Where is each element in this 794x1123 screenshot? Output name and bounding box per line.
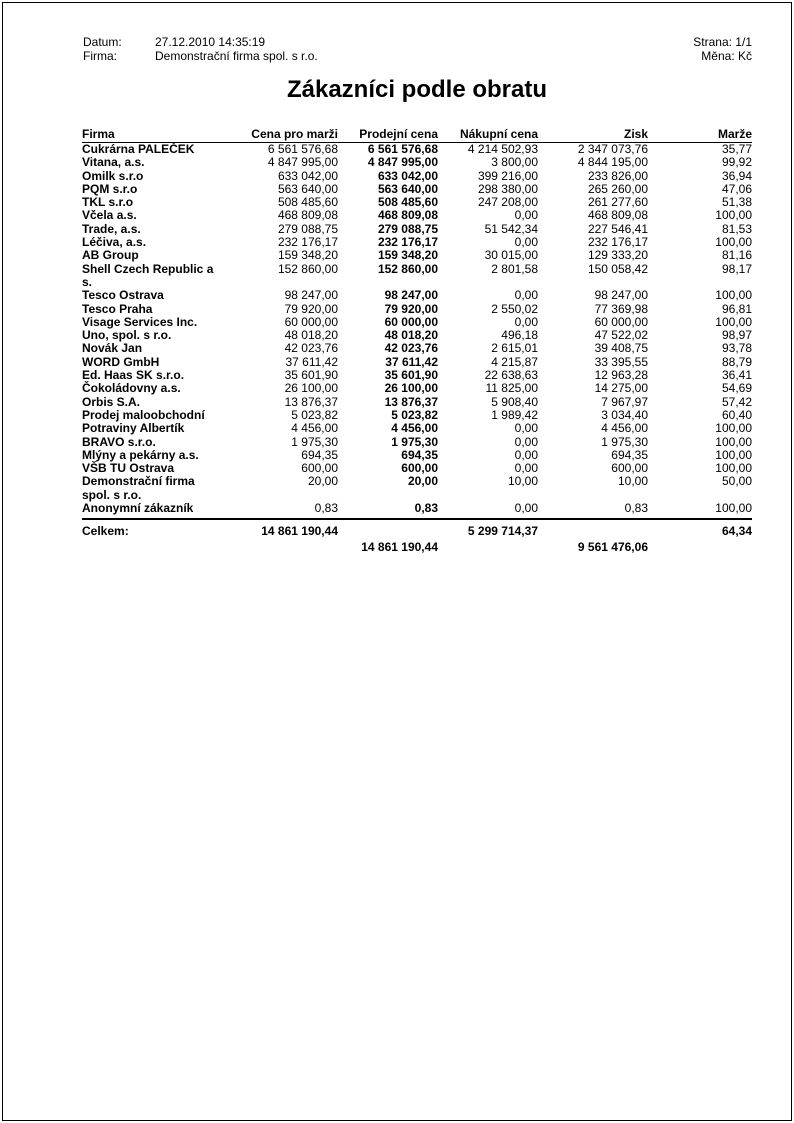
cell-firma: Tesco Praha [82, 301, 153, 316]
cell-firma: Visage Services Inc. [82, 314, 198, 329]
cell-cena-pro-marzi: 563 640,00 [277, 181, 338, 196]
totals-nakupni-cena: 5 299 714,37 [467, 524, 538, 539]
cell-cena-pro-marzi: 20,00 [307, 474, 338, 489]
cell-firma: WORD GmbH [82, 354, 160, 369]
cell-marze: 100,00 [715, 434, 752, 449]
cell-prodejni-cena: 5 023,82 [391, 407, 438, 422]
firma-row [83, 49, 318, 63]
cell-cena-pro-marzi: 600,00 [301, 461, 338, 476]
cell-nakupni-cena: 0,00 [514, 235, 538, 250]
cell-cena-pro-marzi: 79 920,00 [284, 301, 338, 316]
cell-prodejni-cena: 279 088,75 [377, 221, 438, 236]
customers-table [82, 128, 752, 555]
table-row [82, 436, 752, 449]
cell-zisk: 694,35 [611, 447, 648, 462]
cell-nakupni-cena: 2 615,01 [491, 341, 538, 356]
cell-zisk: 600,00 [611, 461, 648, 476]
cell-zisk: 14 275,00 [594, 381, 648, 396]
cell-firma: Vitana, a.s. [82, 155, 145, 170]
cell-marze: 100,00 [715, 288, 752, 303]
cell-zisk: 468 809,08 [587, 208, 648, 223]
cell-firma: Orbis S.A. [82, 394, 141, 409]
table-row [82, 196, 752, 209]
firma-label: Firma: [83, 49, 117, 63]
cell-marze: 50,00 [721, 474, 752, 489]
datum-value: 27.12.2010 14:35:19 [155, 35, 266, 49]
cell-prodejni-cena: 600,00 [401, 461, 438, 476]
cell-marze: 88,79 [721, 354, 752, 369]
cell-cena-pro-marzi: 152 860,00 [277, 261, 338, 276]
cell-firma: Omilk s.r.o [82, 168, 144, 183]
cell-cena-pro-marzi: 279 088,75 [277, 221, 338, 236]
table-row [82, 143, 752, 156]
cell-nakupni-cena: 0,00 [514, 288, 538, 303]
cell-prodejni-cena: 152 860,00 [377, 261, 438, 276]
cell-zisk: 12 963,28 [594, 368, 648, 383]
cell-prodejni-cena: 37 611,42 [385, 354, 438, 369]
cell-cena-pro-marzi: 37 611,42 [285, 354, 338, 369]
cell-zisk: 60 000,00 [594, 314, 648, 329]
cell-nakupni-cena: 0,00 [514, 208, 538, 223]
totals-spacer [338, 523, 438, 539]
cell-firma: AB Group [82, 248, 139, 263]
cell-firma: Novák Jan [82, 341, 143, 356]
table-row [82, 356, 752, 369]
cell-prodejni-cena: 13 876,37 [384, 394, 438, 409]
cell-marze: 96,81 [721, 301, 752, 316]
cell-cena-pro-marzi: 26 100,00 [284, 381, 338, 396]
cell-cena-pro-marzi: 633 042,00 [277, 168, 338, 183]
cell-cena-pro-marzi: 508 485,60 [277, 195, 338, 210]
column-header-firma: Firma [82, 127, 115, 141]
table-row [82, 236, 752, 249]
cell-firma: Uno, spol. s r.o. [82, 328, 172, 343]
cell-firma: Prodej maloobchodní [82, 407, 205, 422]
cell-zisk: 98 247,00 [594, 288, 648, 303]
table-row [82, 502, 752, 515]
table-row [82, 223, 752, 236]
cell-firma: BRAVO s.r.o. [82, 434, 156, 449]
cell-zisk: 1 975,30 [601, 434, 648, 449]
cell-cena-pro-marzi: 694,35 [301, 447, 338, 462]
table-row [82, 369, 752, 382]
cell-marze: 100,00 [715, 235, 752, 250]
totals-spacer [538, 523, 648, 539]
table-row [82, 289, 752, 302]
cell-marze: 100,00 [715, 501, 752, 516]
cell-zisk: 3 034,40 [601, 407, 648, 422]
table-row [82, 409, 752, 422]
cell-firma: Léčiva, a.s. [82, 235, 147, 250]
cell-prodejni-cena: 6 561 576,68 [367, 142, 438, 156]
cell-nakupni-cena: 1 989,42 [491, 407, 538, 422]
cell-prodejni-cena: 48 018,20 [384, 328, 438, 343]
table-row [82, 263, 752, 290]
cell-cena-pro-marzi: 1 975,30 [291, 434, 338, 449]
cell-firma: Demonstrační firma spol. s r.o. [82, 474, 195, 502]
cell-zisk: 150 058,42 [587, 261, 648, 276]
cell-marze: 51,38 [721, 195, 752, 210]
cell-nakupni-cena: 2 550,02 [491, 301, 538, 316]
cell-marze: 57,42 [721, 394, 752, 409]
column-header-zisk: Zisk [623, 127, 648, 141]
cell-nakupni-cena: 399 216,00 [477, 168, 538, 183]
cell-prodejni-cena: 508 485,60 [377, 195, 438, 210]
cell-prodejni-cena: 60 000,00 [384, 314, 438, 329]
cell-prodejni-cena: 4 456,00 [391, 421, 438, 436]
totals-cena-pro-marzi: 14 861 190,44 [261, 524, 338, 539]
cell-cena-pro-marzi: 35 601,90 [284, 368, 338, 383]
cell-marze: 98,97 [721, 328, 752, 343]
cell-prodejni-cena: 232 176,17 [377, 235, 438, 250]
cell-marze: 100,00 [715, 421, 752, 436]
cell-prodejni-cena: 563 640,00 [377, 181, 438, 196]
table-row [82, 475, 752, 502]
cell-cena-pro-marzi: 48 018,20 [284, 328, 338, 343]
cell-nakupni-cena: 0,00 [514, 434, 538, 449]
totals-spacer [648, 539, 752, 555]
cell-zisk: 4 456,00 [601, 421, 648, 436]
cell-nakupni-cena: 2 801,58 [491, 261, 538, 276]
column-header-nakupni-cena: Nákupní cena [459, 127, 538, 141]
cell-firma: Ed. Haas SK s.r.o. [82, 368, 185, 383]
cell-firma: TKL s.r.o [82, 195, 134, 210]
cell-marze: 36,94 [721, 168, 752, 183]
cell-firma: Potraviny Albertík [82, 421, 185, 436]
table-row [82, 396, 752, 409]
cell-firma: Mlýny a pekárny a.s. [82, 447, 199, 462]
table-row [82, 382, 752, 395]
table-row [82, 183, 752, 196]
cell-marze: 36,41 [721, 368, 752, 383]
cell-nakupni-cena: 5 908,40 [491, 394, 538, 409]
cell-prodejni-cena: 633 042,00 [377, 168, 438, 183]
totals-spacer [242, 539, 338, 555]
table-row [82, 316, 752, 329]
cell-firma: Včela a.s. [82, 208, 137, 223]
table-row [82, 249, 752, 262]
cell-zisk: 129 333,20 [587, 248, 648, 263]
cell-firma: Anonymní zákazník [82, 501, 194, 516]
cell-prodejni-cena: 468 809,08 [377, 208, 438, 223]
table-row [82, 209, 752, 222]
cell-nakupni-cena: 22 638,63 [484, 368, 538, 383]
table-row [82, 422, 752, 435]
cell-marze: 100,00 [715, 314, 752, 329]
cell-prodejni-cena: 42 023,76 [384, 341, 438, 356]
cell-marze: 81,53 [721, 221, 752, 236]
cell-firma: Trade, a.s. [82, 221, 141, 236]
cell-marze: 35,77 [721, 142, 752, 156]
cell-prodejni-cena: 694,35 [401, 447, 438, 462]
totals-spacer [82, 539, 242, 555]
totals-label: Celkem: [82, 524, 129, 539]
table-row [82, 170, 752, 183]
cell-zisk: 47 522,02 [594, 328, 648, 343]
cell-zisk: 33 395,55 [594, 354, 648, 369]
totals-spacer [438, 539, 538, 555]
cell-zisk: 232 176,17 [587, 235, 648, 250]
cell-marze: 100,00 [715, 208, 752, 223]
mena-value: Měna: Kč [701, 49, 752, 63]
datum-label: Datum: [83, 35, 122, 49]
cell-zisk: 227 546,41 [587, 221, 648, 236]
cell-cena-pro-marzi: 4 456,00 [291, 421, 338, 436]
cell-zisk: 2 347 073,76 [577, 142, 648, 156]
cell-nakupni-cena: 4 215,87 [491, 354, 538, 369]
column-header-cena-pro-marzi: Cena pro marži [251, 127, 338, 141]
totals-marze: 64,34 [721, 524, 752, 539]
datum-row [83, 35, 318, 49]
totals-row-2 [82, 539, 752, 555]
strana-value: Strana: 1/1 [693, 35, 752, 49]
cell-zisk: 261 277,60 [587, 195, 648, 210]
cell-cena-pro-marzi: 4 847 995,00 [267, 155, 338, 170]
cell-cena-pro-marzi: 5 023,82 [291, 407, 338, 422]
table-header-row [82, 128, 752, 143]
cell-nakupni-cena: 0,00 [514, 447, 538, 462]
cell-zisk: 7 967,97 [601, 394, 648, 409]
cell-marze: 100,00 [715, 447, 752, 462]
cell-nakupni-cena: 298 380,00 [477, 181, 538, 196]
cell-prodejni-cena: 35 601,90 [384, 368, 438, 383]
cell-cena-pro-marzi: 60 000,00 [284, 314, 338, 329]
cell-firma: VŠB TU Ostrava [82, 461, 175, 476]
cell-cena-pro-marzi: 0,83 [314, 501, 338, 516]
cell-cena-pro-marzi: 42 023,76 [284, 341, 338, 356]
cell-zisk: 0,83 [624, 501, 648, 516]
cell-nakupni-cena: 10,00 [507, 474, 538, 489]
cell-firma: PQM s.r.o [82, 181, 138, 196]
cell-nakupni-cena: 30 015,00 [484, 248, 538, 263]
cell-zisk: 39 408,75 [594, 341, 648, 356]
cell-firma: Čokoládovny a.s. [82, 381, 181, 396]
table-row [82, 156, 752, 169]
cell-marze: 99,92 [721, 155, 752, 170]
cell-nakupni-cena: 3 800,00 [491, 155, 538, 170]
table-row [82, 342, 752, 355]
cell-zisk: 4 844 195,00 [577, 155, 648, 170]
cell-marze: 54,69 [721, 381, 752, 396]
table-row [82, 449, 752, 462]
table-body [82, 143, 752, 515]
cell-prodejni-cena: 79 920,00 [384, 301, 438, 316]
cell-nakupni-cena: 4 214 502,93 [467, 142, 538, 156]
cell-zisk: 10,00 [617, 474, 648, 489]
cell-prodejni-cena: 159 348,20 [377, 248, 438, 263]
cell-marze: 98,17 [721, 261, 752, 276]
cell-marze: 93,78 [721, 341, 752, 356]
cell-marze: 81,16 [721, 248, 752, 263]
cell-marze: 100,00 [715, 461, 752, 476]
cell-nakupni-cena: 0,00 [514, 421, 538, 436]
cell-zisk: 265 260,00 [587, 181, 648, 196]
cell-prodejni-cena: 98 247,00 [384, 288, 438, 303]
cell-cena-pro-marzi: 468 809,08 [277, 208, 338, 223]
cell-nakupni-cena: 496,18 [501, 328, 538, 343]
cell-marze: 47,06 [721, 181, 752, 196]
firma-value: Demonstrační firma spol. s r.o. [155, 49, 318, 63]
cell-cena-pro-marzi: 159 348,20 [277, 248, 338, 263]
cell-nakupni-cena: 51 542,34 [484, 221, 538, 236]
table-row [82, 329, 752, 342]
cell-prodejni-cena: 0,83 [414, 501, 438, 516]
cell-zisk: 233 826,00 [587, 168, 648, 183]
cell-cena-pro-marzi: 13 876,37 [284, 394, 338, 409]
cell-prodejni-cena: 4 847 995,00 [367, 155, 438, 170]
cell-nakupni-cena: 11 825,00 [485, 381, 538, 396]
cell-firma: Shell Czech Republic a s. [82, 261, 214, 289]
cell-nakupni-cena: 0,00 [514, 461, 538, 476]
cell-marze: 60,40 [721, 407, 752, 422]
report-meta-left [83, 35, 318, 63]
cell-firma: Cukrárna PALEČEK [82, 142, 195, 156]
table-row [82, 462, 752, 475]
totals-zisk: 9 561 476,06 [577, 540, 648, 555]
cell-nakupni-cena: 0,00 [514, 501, 538, 516]
cell-prodejni-cena: 26 100,00 [384, 381, 438, 396]
table-row [82, 303, 752, 316]
page-title: Zákazníci podle obratu [286, 76, 548, 103]
cell-nakupni-cena: 247 208,00 [477, 195, 538, 210]
cell-firma: Tesco Ostrava [82, 288, 164, 303]
cell-cena-pro-marzi: 6 561 576,68 [267, 142, 338, 156]
totals-prodejni-cena: 14 861 190,44 [361, 540, 438, 555]
cell-cena-pro-marzi: 232 176,17 [277, 235, 338, 250]
column-header-marze: Marže [717, 127, 752, 141]
column-header-prodejni-cena: Prodejní cena [359, 127, 438, 141]
cell-zisk: 77 369,98 [594, 301, 648, 316]
cell-nakupni-cena: 0,00 [514, 314, 538, 329]
report-meta-right [693, 35, 752, 63]
cell-prodejni-cena: 1 975,30 [391, 434, 438, 449]
cell-cena-pro-marzi: 98 247,00 [284, 288, 338, 303]
cell-prodejni-cena: 20,00 [407, 474, 438, 489]
totals-row-1 [82, 520, 752, 539]
